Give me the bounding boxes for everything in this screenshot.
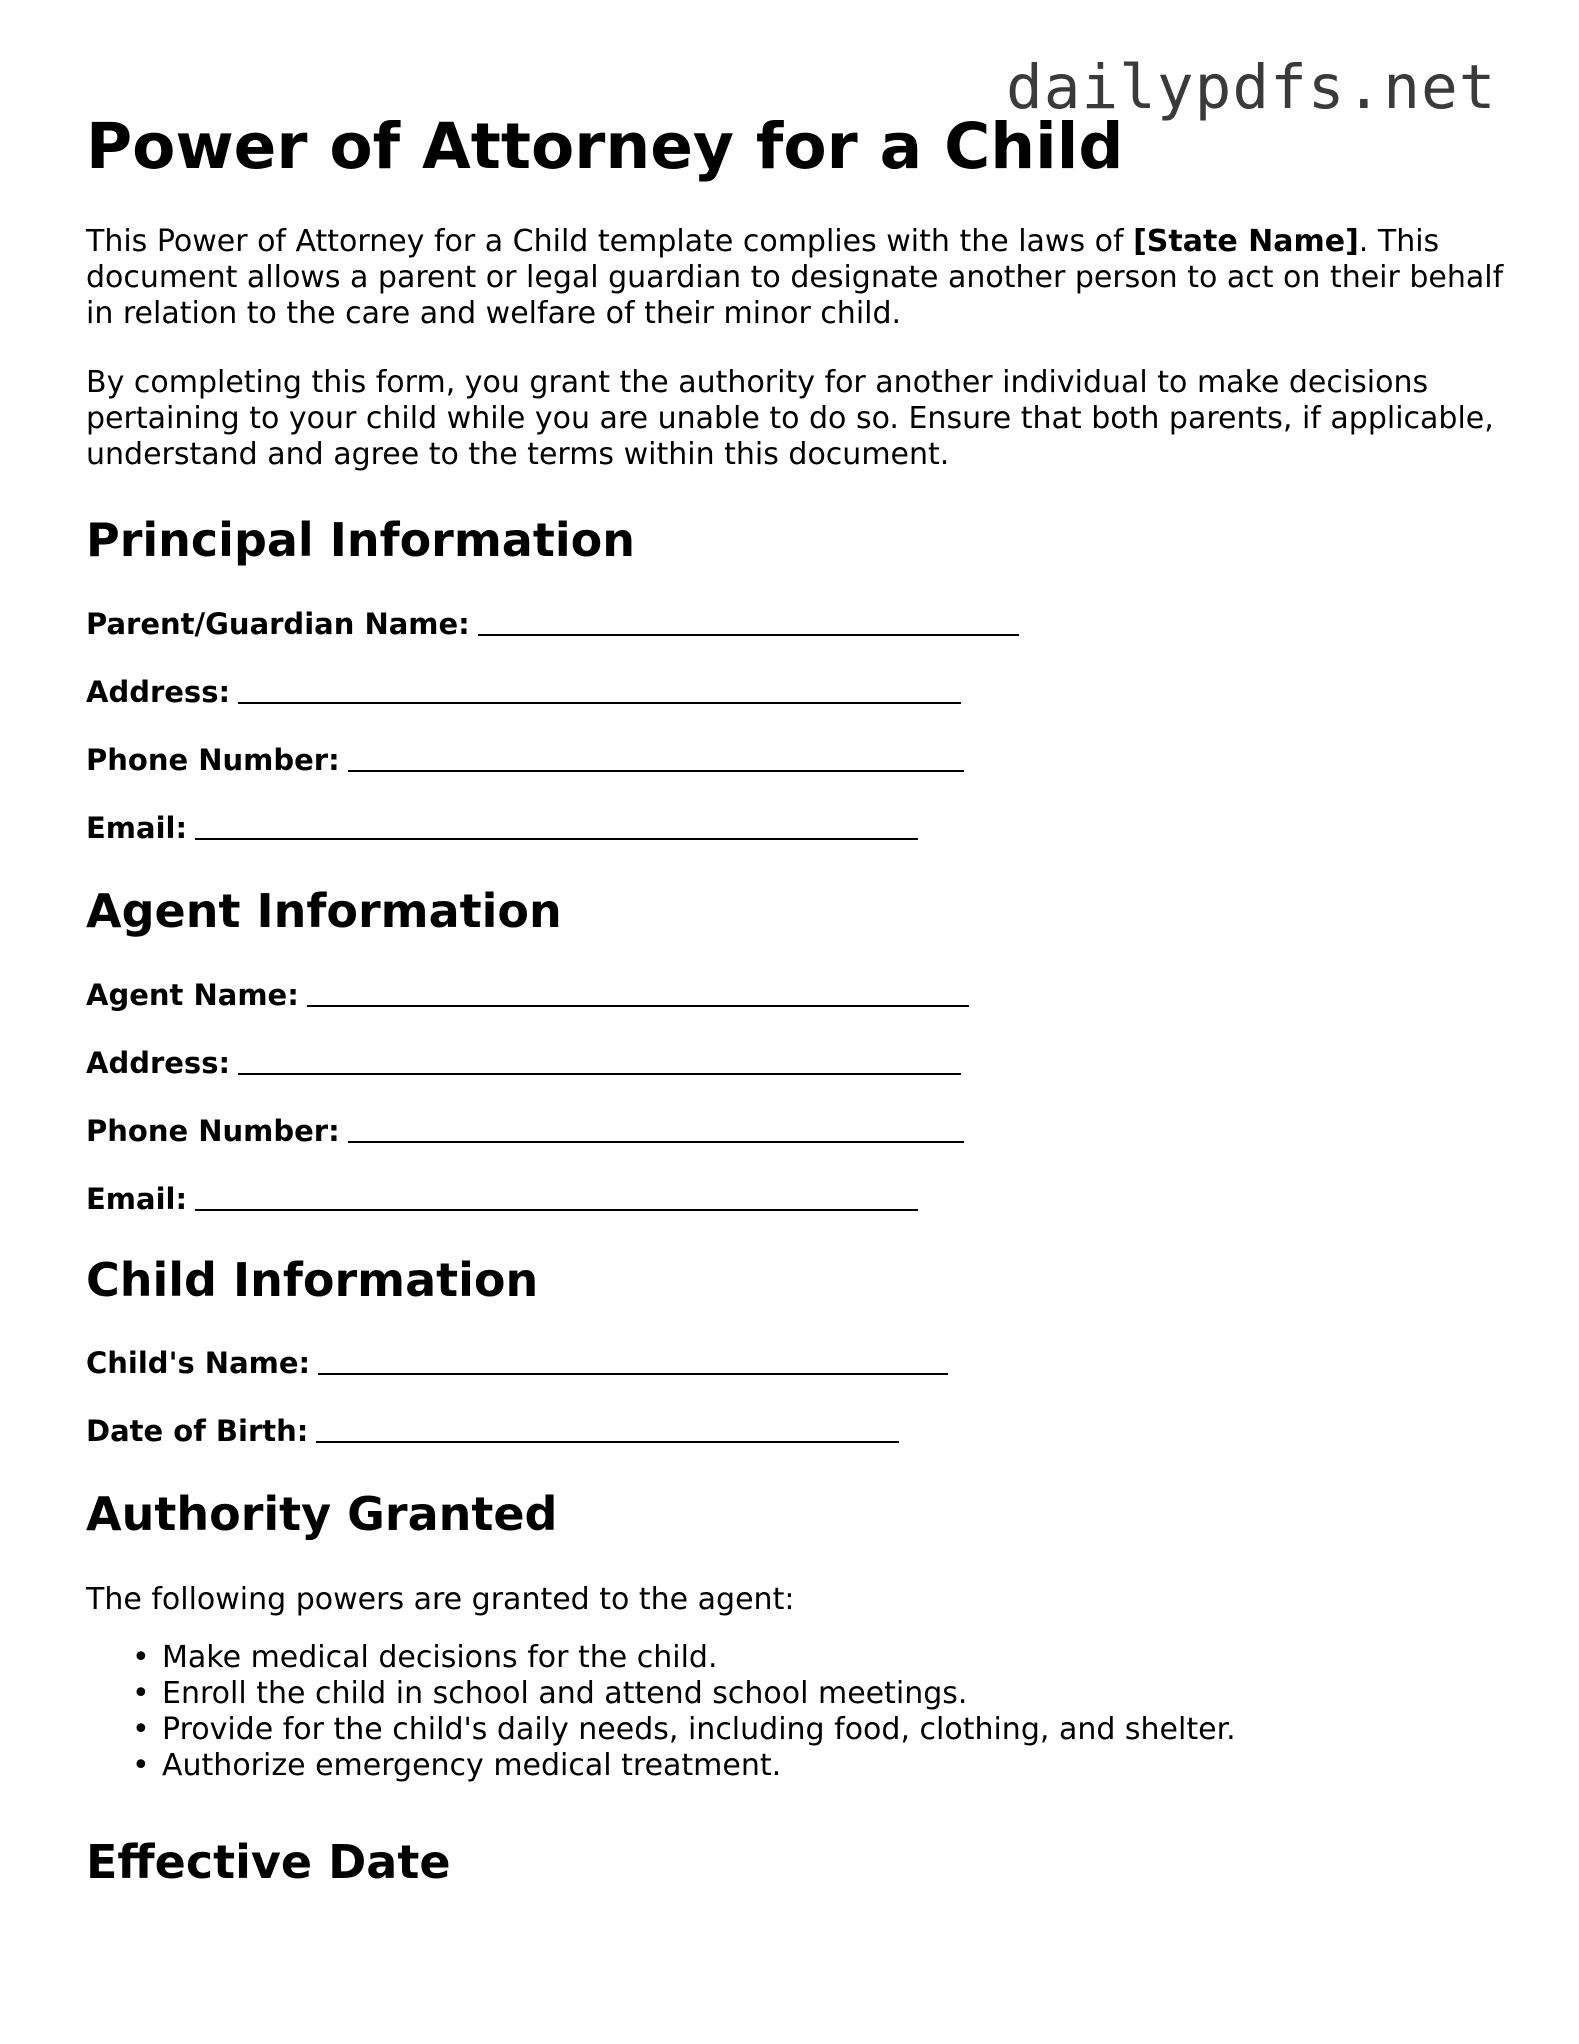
- principal-phone-label: Phone Number:: [86, 743, 340, 777]
- principal-address-field[interactable]: [86, 675, 961, 709]
- power-text: Authorize emergency medical treatment.: [162, 1748, 782, 1783]
- bullet-icon: •: [132, 1676, 150, 1711]
- effective-date-heading: Effective Date: [86, 1835, 451, 1889]
- principal-phone-field[interactable]: [86, 743, 964, 777]
- child-name-field[interactable]: [86, 1346, 948, 1380]
- agent-name-label: Agent Name:: [86, 978, 299, 1012]
- child-heading: Child Information: [86, 1253, 539, 1307]
- child-dob-label: Date of Birth:: [86, 1414, 309, 1448]
- agent-phone-label: Phone Number:: [86, 1114, 340, 1148]
- agent-phone-field[interactable]: [86, 1114, 964, 1148]
- bullet-icon: •: [132, 1640, 150, 1675]
- intro-paragraph-1: [86, 224, 1506, 332]
- list-item: [132, 1712, 1236, 1748]
- principal-name-blank[interactable]: [478, 634, 1019, 636]
- intro-paragraph-2: By completing this form, you grant the authority for another individual to make decisions pertaining to your child while you are unable to do so. Ensure that both parents, if applicable, understand and agree to the terms within this document.: [86, 365, 1494, 472]
- state-name-placeholder: [State Name]: [1133, 224, 1359, 259]
- principal-address-label: Address:: [86, 675, 231, 709]
- agent-email-label: Email:: [86, 1182, 188, 1216]
- authority-heading: Authority Granted: [86, 1487, 558, 1541]
- intro-text-1b: . This document allows a parent or legal guardian to designate another person to act on their behalf in relation to the care and welfare of their minor child.: [86, 224, 1504, 331]
- page-title: Power of Attorney for a Child: [86, 110, 1124, 183]
- agent-heading: Agent Information: [86, 884, 562, 938]
- principal-address-blank[interactable]: [238, 702, 961, 704]
- child-dob-field[interactable]: [86, 1414, 899, 1448]
- child-dob-blank[interactable]: [316, 1441, 899, 1443]
- bullet-icon: •: [132, 1712, 150, 1747]
- agent-email-blank[interactable]: [195, 1209, 918, 1211]
- power-text: Provide for the child's daily needs, including food, clothing, and shelter.: [162, 1712, 1236, 1747]
- intro-text-1a: This Power of Attorney for a Child template complies with the laws of: [86, 224, 1134, 259]
- principal-name-label: Parent/Guardian Name:: [86, 607, 470, 641]
- powers-list: [86, 1640, 1236, 1784]
- bullet-icon: •: [132, 1748, 150, 1783]
- agent-phone-blank[interactable]: [348, 1141, 964, 1143]
- power-text: Make medical decisions for the child.: [162, 1640, 718, 1675]
- principal-phone-blank[interactable]: [348, 770, 964, 772]
- agent-address-label: Address:: [86, 1046, 231, 1080]
- agent-address-blank[interactable]: [238, 1073, 961, 1075]
- watermark: dailypdfs.net: [1006, 52, 1497, 123]
- principal-heading: Principal Information: [86, 513, 635, 567]
- list-item: [132, 1748, 1236, 1784]
- child-name-blank[interactable]: [318, 1373, 948, 1375]
- authority-intro: The following powers are granted to the agent:: [86, 1582, 795, 1617]
- principal-email-field[interactable]: [86, 811, 918, 845]
- agent-name-blank[interactable]: [307, 1005, 969, 1007]
- list-item: [132, 1676, 1236, 1712]
- power-text: Enroll the child in school and attend school meetings.: [162, 1676, 968, 1711]
- agent-address-field[interactable]: [86, 1046, 961, 1080]
- agent-email-field[interactable]: [86, 1182, 918, 1216]
- principal-email-blank[interactable]: [195, 838, 918, 840]
- agent-name-field[interactable]: [86, 978, 969, 1012]
- child-name-label: Child's Name:: [86, 1346, 311, 1380]
- principal-name-field[interactable]: [86, 607, 1019, 641]
- list-item: [132, 1640, 1236, 1676]
- principal-email-label: Email:: [86, 811, 188, 845]
